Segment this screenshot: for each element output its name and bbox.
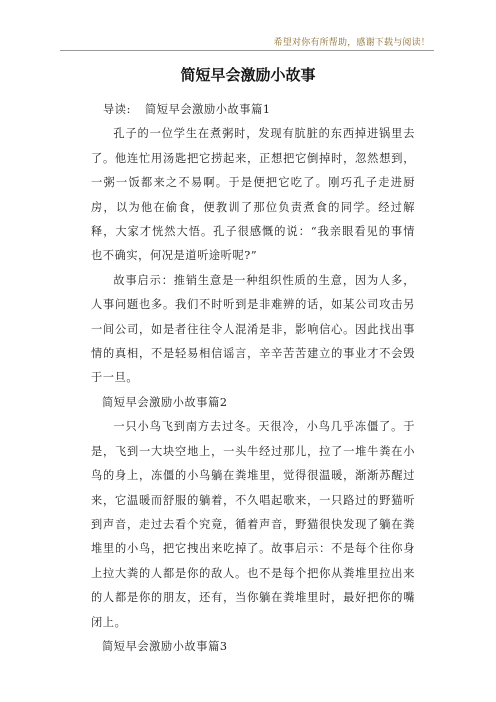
document-title: 简短早会激励小故事 [180, 66, 316, 84]
section-heading-3: 简短早会激励小故事篇3 [102, 639, 228, 653]
header-note: 希望对你有所帮助，感谢下载与阅读！ [273, 38, 430, 48]
section-heading-2: 简短早会激励小故事篇2 [102, 395, 228, 409]
document-body [91, 98, 415, 659]
lead-label: 导读: [103, 103, 131, 116]
paragraph-2: 故事启示：推销生意是一种组织性质的生意，因为人多，人事问题也多。我们不时听到是非难辨的话，如某公司攻击另一间公司，如是者往往令人混淆是非，影响信心。因此找出事情的真相，不是轻易相信谣言，辛辛苦苦建立的事业才不会毁于一旦。 [91, 273, 415, 385]
paragraph-1: 孔子的一位学生在煮粥时，发现有肮脏的东西掉进锅里去了。他连忙用汤匙把它捞起来，正想把它倒掉时，忽然想到，一粥一饭都来之不易啊。于是便把它吃了。刚巧孔子走进厨房，以为他在偷食，便教训了那位负责煮食的同学。经过解释，大家才恍然大悟。孔子很感慨的说：“我亲眼看见的事情也不确实，何况是道听途听呢?” [91, 127, 415, 263]
paragraph-3: 一只小鸟飞到南方去过冬。天很冷，小鸟几乎冻僵了。于是，飞到一大块空地上，一头牛经过那儿，拉了一堆牛粪在小鸟的身上，冻僵的小鸟躺在粪堆里，觉得很温暖，渐渐苏醒过来，它温暖而舒服的躺着，不久唱起歌来，一只路过的野猫听到声音，走过去看个究竟，循着声音，野猫很快发现了躺在粪堆里的小鸟，把它拽出来吃掉了。故事启示：不是每个往你身上拉大粪的人都是你的敌人。也不是每个把你从粪堆里拉出来的人都是你的朋友，还有，当你躺在粪堆里时，最好把你的嘴闭上。 [91, 420, 415, 629]
lead-text: 简短早会激励小故事篇1 [145, 103, 271, 116]
lead-line [91, 98, 415, 122]
header-divider [60, 50, 434, 51]
